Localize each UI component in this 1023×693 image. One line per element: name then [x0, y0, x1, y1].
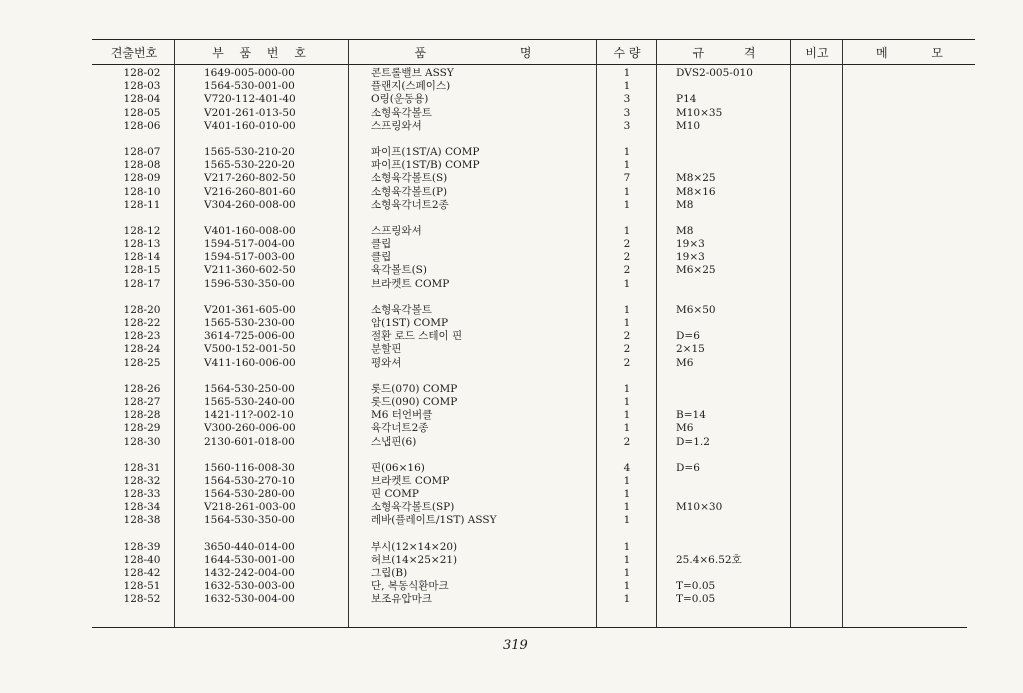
item-number: 128-05: [123, 106, 161, 119]
specification: M6×25: [676, 264, 716, 277]
item-number: 128-02: [123, 67, 161, 79]
part-number: 1564-530-280-00: [204, 488, 295, 501]
part-number: V201-361-605-00: [204, 303, 296, 316]
quantity: 1: [623, 277, 631, 290]
header-part-name: 품 명: [414, 46, 532, 60]
table-row: [92, 238, 972, 251]
row-group: [92, 225, 972, 291]
part-name: 롯드(070) COMP: [371, 382, 458, 395]
item-number: 128-14: [123, 251, 161, 264]
part-name: M6 터언버클: [371, 409, 433, 422]
quantity: 3: [623, 106, 631, 119]
part-number: 3614-725-006-00: [204, 330, 295, 343]
table-row: [92, 264, 972, 277]
part-number: 1596-530-350-00: [204, 277, 295, 290]
part-name: 부시(12×14×20): [371, 540, 458, 553]
specification: 19×3: [676, 251, 705, 264]
item-number: 128-03: [123, 80, 161, 93]
part-name: 롯드(090) COMP: [371, 395, 458, 408]
item-number: 128-33: [123, 488, 161, 501]
specification: DVS2-005-010: [676, 67, 753, 79]
specification: M10×35: [676, 106, 723, 119]
part-name: 육각볼트(S): [371, 264, 427, 277]
item-number: 128-52: [123, 593, 161, 606]
item-number: 128-24: [123, 343, 161, 356]
table-row: [92, 67, 972, 80]
part-number: 1564-530-250-00: [204, 382, 295, 395]
part-number: 1560-116-008-30: [204, 461, 295, 474]
part-number: V411-160-006-00: [204, 356, 296, 369]
specification: M8: [676, 224, 694, 237]
part-number: 1632-530-003-00: [204, 580, 295, 593]
part-name: 소형육각볼트: [371, 106, 432, 119]
quantity: 3: [623, 119, 631, 132]
part-number: 2130-601-018-00: [204, 435, 295, 448]
item-number: 128-04: [123, 93, 161, 106]
item-number: 128-25: [123, 356, 161, 369]
quantity: 2: [623, 343, 631, 356]
quantity: 2: [623, 330, 631, 343]
part-name: O링(운동용): [371, 93, 429, 106]
part-name: 클립: [371, 251, 392, 264]
part-number: 1649-005-000-00: [204, 67, 295, 79]
table-row: [92, 317, 972, 330]
row-group: [92, 462, 972, 528]
part-name: 소형육각볼트: [371, 303, 432, 316]
part-name: 소형육각볼트(S): [371, 172, 448, 185]
specification: M6×50: [676, 303, 716, 316]
quantity: 1: [623, 303, 631, 316]
specification: B=14: [676, 409, 706, 422]
item-number: 128-11: [123, 198, 161, 211]
table-row: [92, 93, 972, 106]
item-number: 128-31: [123, 461, 161, 474]
table-row: [92, 172, 972, 185]
specification: T=0.05: [676, 580, 716, 593]
item-number: 128-39: [123, 540, 161, 553]
quantity: 1: [623, 382, 631, 395]
table-row: [92, 554, 972, 567]
header-quantity: 수 량: [613, 46, 641, 60]
table-row: [92, 514, 972, 527]
quantity: 1: [623, 409, 631, 422]
part-number: V216-260-801-60: [204, 185, 296, 198]
quantity: 1: [623, 567, 631, 579]
item-number: 128-20: [123, 303, 161, 316]
quantity: 1: [623, 488, 631, 501]
part-number: 1594-517-004-00: [204, 238, 295, 251]
table-row: [92, 343, 972, 356]
part-name: 육각너트2종: [371, 422, 429, 435]
specification: M6: [676, 356, 694, 369]
table-row: [92, 225, 972, 238]
part-number: 1565-530-230-00: [204, 317, 295, 329]
item-number: 128-15: [123, 264, 161, 277]
part-number: V401-160-008-00: [204, 224, 296, 237]
quantity: 3: [623, 93, 631, 106]
part-name: 소형육각볼트(P): [371, 185, 448, 198]
table-row: [92, 567, 972, 580]
table-row: [92, 422, 972, 435]
item-number: 128-29: [123, 422, 161, 435]
table-row: [92, 330, 972, 343]
quantity: 1: [623, 580, 631, 593]
table-row: [92, 501, 972, 514]
table-row: [92, 80, 972, 93]
parts-table: [92, 67, 972, 620]
part-number: V211-360-602-50: [204, 264, 296, 277]
part-name: 스프링와셔: [371, 224, 422, 237]
specification: P14: [676, 93, 697, 106]
table-bottom-rule: [92, 627, 967, 628]
quantity: 1: [623, 422, 631, 435]
quantity: 1: [623, 80, 631, 93]
table-row: [92, 120, 972, 133]
part-name: 브라켓트 COMP: [371, 277, 450, 290]
specification: M8: [676, 198, 694, 211]
specification: M6: [676, 422, 694, 435]
table-row: [92, 107, 972, 120]
part-name: 소형육각볼트(SP): [371, 501, 455, 514]
row-group: [92, 146, 972, 212]
item-number: 128-13: [123, 238, 161, 251]
item-number: 128-22: [123, 317, 161, 329]
row-group: [92, 67, 972, 133]
item-number: 128-51: [123, 580, 161, 593]
specification: 2×15: [676, 343, 705, 356]
table-row: [92, 199, 972, 212]
part-number: V217-260-802-50: [204, 172, 296, 185]
quantity: 2: [623, 238, 631, 251]
quantity: 1: [623, 540, 631, 553]
specification: D=1.2: [676, 435, 710, 448]
item-number: 128-23: [123, 330, 161, 343]
part-number: V218-261-003-00: [204, 501, 296, 514]
header-no: 견출번호: [110, 46, 158, 60]
part-name: 허브(14×25×21): [371, 553, 458, 566]
part-number: V500-152-001-50: [204, 343, 296, 356]
part-number: V720-112-401-40: [204, 93, 296, 106]
table-row: [92, 580, 972, 593]
table-row: [92, 159, 972, 172]
specification: M10: [676, 119, 701, 132]
specification: M8×16: [676, 185, 716, 198]
row-group: [92, 541, 972, 607]
part-number: V304-260-008-00: [204, 198, 296, 211]
table-row: [92, 396, 972, 409]
table-row: [92, 186, 972, 199]
part-number: 3650-440-014-00: [204, 540, 295, 553]
part-number: 1432-242-004-00: [204, 567, 295, 579]
part-number: 1421-11?-002-10: [204, 409, 294, 422]
quantity: 1: [623, 67, 631, 79]
quantity: 1: [623, 501, 631, 514]
specification: M8×25: [676, 172, 716, 185]
part-name: 핀(06×16): [371, 461, 425, 474]
part-name: 암(1ST) COMP: [371, 317, 449, 329]
page-number: 319: [503, 638, 528, 653]
part-name: 보조유압마크: [371, 593, 432, 606]
quantity: 2: [623, 251, 631, 264]
quantity: 1: [623, 185, 631, 198]
specification: 19×3: [676, 238, 705, 251]
table-row: [92, 475, 972, 488]
part-name: 레바(플레이트/1ST) ASSY: [371, 514, 497, 527]
item-number: 128-26: [123, 382, 161, 395]
part-name: 절환 로드 스테이 핀: [371, 330, 463, 343]
part-name: 단, 복동식환마크: [371, 580, 449, 593]
quantity: 1: [623, 224, 631, 237]
part-name: 스냅핀(6): [371, 435, 417, 448]
part-number: 1594-517-003-00: [204, 251, 295, 264]
item-number: 128-28: [123, 409, 161, 422]
item-number: 128-09: [123, 172, 161, 185]
quantity: 1: [623, 198, 631, 211]
row-group: [92, 304, 972, 370]
item-number: 128-07: [123, 145, 161, 158]
part-number: 1564-530-350-00: [204, 514, 295, 527]
part-number: 1564-530-001-00: [204, 80, 295, 93]
part-number: V300-260-006-00: [204, 422, 296, 435]
quantity: 1: [623, 145, 631, 158]
specification: T=0.05: [676, 593, 716, 606]
part-number: 1565-530-240-00: [204, 395, 295, 408]
part-name: 파이프(1ST/A) COMP: [371, 145, 480, 158]
part-number: V401-160-010-00: [204, 119, 296, 132]
item-number: 128-12: [123, 224, 161, 237]
part-number: 1644-530-001-00: [204, 553, 295, 566]
part-name: 핀 COMP: [371, 488, 419, 501]
quantity: 4: [623, 461, 631, 474]
table-row: [92, 251, 972, 264]
part-name: 소형육각너트2종: [371, 198, 449, 211]
item-number: 128-27: [123, 395, 161, 408]
table-row: [92, 488, 972, 501]
item-number: 128-30: [123, 435, 161, 448]
quantity: 1: [623, 395, 631, 408]
quantity: 1: [623, 317, 631, 329]
item-number: 128-08: [123, 159, 161, 172]
table-row: [92, 304, 972, 317]
part-number: V201-261-013-50: [204, 106, 296, 119]
part-number: 1565-530-220-20: [204, 159, 295, 172]
item-number: 128-42: [123, 567, 161, 579]
table-row: [92, 383, 972, 396]
part-number: 1564-530-270-10: [204, 474, 295, 487]
quantity: 1: [623, 514, 631, 527]
part-number: 1565-530-210-20: [204, 145, 295, 158]
part-name: 파이프(1ST/B) COMP: [371, 159, 480, 172]
table-row: [92, 541, 972, 554]
specification: D=6: [676, 330, 700, 343]
quantity: 1: [623, 593, 631, 606]
item-number: 128-38: [123, 514, 161, 527]
table-row: [92, 278, 972, 291]
item-number: 128-17: [123, 277, 161, 290]
table-row: [92, 436, 972, 449]
specification: M10×30: [676, 501, 723, 514]
table-row: [92, 357, 972, 370]
quantity: 2: [623, 356, 631, 369]
table-row: [92, 593, 972, 606]
part-name: 분할핀: [371, 343, 402, 356]
item-number: 128-32: [123, 474, 161, 487]
quantity: 7: [623, 172, 631, 185]
part-name: 평와셔: [371, 356, 402, 369]
table-row: [92, 146, 972, 159]
part-name: 스프링와셔: [371, 119, 422, 132]
table-row: [92, 462, 972, 475]
header-part-number: 부 품 번 호: [212, 46, 312, 60]
quantity: 2: [623, 435, 631, 448]
quantity: 2: [623, 264, 631, 277]
quantity: 1: [623, 553, 631, 566]
part-name: 콘트롤밸브 ASSY: [371, 67, 454, 79]
header-spec: 규 격: [692, 46, 756, 60]
part-name: 플랜지(스페이스): [371, 80, 451, 93]
specification: 25.4×6.52호: [676, 553, 742, 566]
item-number: 128-34: [123, 501, 161, 514]
specification: D=6: [676, 461, 700, 474]
quantity: 1: [623, 159, 631, 172]
part-name: 클립: [371, 238, 392, 251]
row-group: [92, 383, 972, 449]
header-memo: 메 모: [876, 46, 943, 60]
part-number: 1632-530-004-00: [204, 593, 295, 606]
item-number: 128-06: [123, 119, 161, 132]
table-row: [92, 409, 972, 422]
part-name: 브라켓트 COMP: [371, 474, 450, 487]
header-note: 비고: [805, 46, 829, 60]
item-number: 128-10: [123, 185, 161, 198]
part-name: 그립(B): [371, 567, 408, 579]
quantity: 1: [623, 474, 631, 487]
item-number: 128-40: [123, 553, 161, 566]
